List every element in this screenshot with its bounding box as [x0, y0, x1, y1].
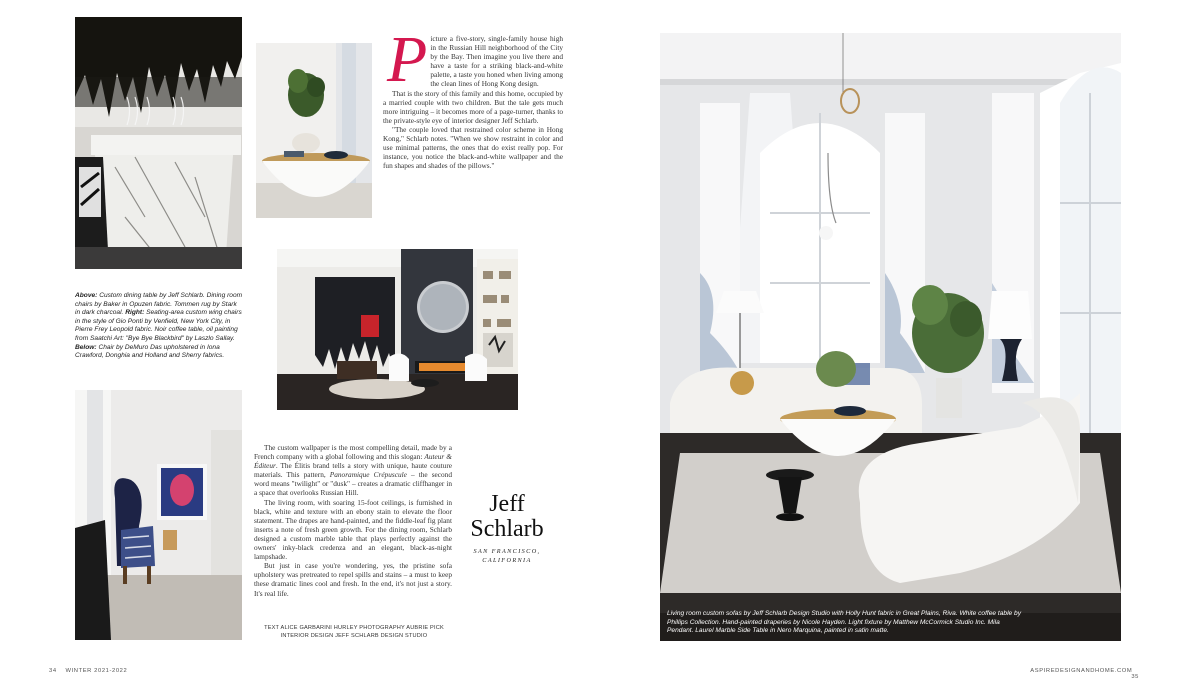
caption-below-label: Below:: [75, 343, 97, 351]
page-number-right: 35: [1131, 674, 1139, 680]
body-p1-pattern: Panoramique Crépuscule: [329, 470, 407, 480]
caption-below-text: Chair by DeMuro Das upholstered in Iona Crawford, Donghia and Holland and Sherry fabrics.: [75, 343, 225, 360]
body-paragraph-2: The living room, with soaring 15-foot ceilings, is furnished in black, white and texture with an ebony stain to elevate the floor statement. The drapes are hand-painted, and the fiddle-leaf fig plant inserts a note of fresh green growth. For the dining room, Schlarb designed a custom marble table that plays perfectly against the owners' inky-black credenza and an elegant, black-as-night lampshade.: [254, 497, 452, 562]
caption-above-text: Custom dining table by Jeff Schlarb. Dining room chairs by Baker in Opuzen fabric. Tommen rug by Stark in dark charcoal.: [75, 292, 243, 317]
intro-paragraph-1: icture a five-story, single-family house high in the Russian Hill neighborhood of the City by the Bay. Then imagine you live there and have a taste for a striking black-and-white palette, a taste you honed when living among the clean lines of Hong Kong design.: [430, 34, 563, 89]
caption-right-label: Right:: [125, 309, 145, 317]
page-number-left: 34: [49, 668, 57, 674]
body-p1-c: – the second word means "twilight" or "dusk" – creates a dramatic cliffhanger in a space that overlooks Russian Hill.: [254, 470, 452, 498]
designer-name: [462, 492, 552, 542]
folio-right: [1029, 668, 1139, 680]
folio-left: [49, 668, 127, 674]
body-column: [254, 443, 452, 598]
designer-state: CALIFORNIA: [482, 557, 532, 564]
body-p1-b: . The Élitis brand tells a story with unique, haute couture materials. This pattern,: [254, 461, 452, 480]
issue-date: WINTER 2021-2022: [65, 668, 128, 674]
living-room-hero-photo: [660, 33, 1121, 641]
designer-location: [462, 547, 552, 565]
living-room-photo: [277, 249, 518, 410]
body-paragraph-3: But just in case you're wondering, yes, the pristine sofa upholstery was pretreated to repel spills and stains – a must to keep these dramatic lines cool and fresh. In the end, it's not just a story. It's real life.: [254, 561, 452, 598]
coffee-table-photo: [256, 43, 372, 218]
intro-column: [383, 23, 563, 171]
website-url: ASPIREDESIGNANDHOME.COM: [1030, 668, 1133, 674]
chair-photo: [75, 390, 242, 640]
body-p1-a: The custom wallpaper is the most compelling detail, made by a French company with a global following and this slogan:: [254, 443, 452, 462]
credits-line-2: INTERIOR DESIGN JEFF SCHLARB DESIGN STUDIO: [280, 633, 428, 639]
intro-paragraph-2: That is the story of this family and this home, occupied by a married couple with two children. But the tale gets much more intriguing – it becomes more of a page-turner, thanks to the private-style eye of interior designer Jeff Schlarb.: [383, 88, 563, 125]
article-credits: [254, 624, 454, 640]
designer-first-name: Jeff: [489, 491, 525, 517]
designer-last-name: Schlarb: [470, 516, 544, 542]
photo-caption-left: [75, 292, 243, 361]
dining-room-photo: [75, 17, 242, 269]
credits-line-1: TEXT ALICE GARBARINI HURLEY PHOTOGRAPHY AUBRIE PICK: [264, 625, 444, 631]
caption-right-text: Seating-area custom wing chairs in the style of Gio Ponti by Venfield, New York City, in Pierre Frey Leopold fabric. Noir coffee table, oil painting from Saatchi Art: "Bye Bye Blackbird" by Laszlo Sallay.: [75, 309, 242, 342]
caption-above-label: Above:: [75, 292, 98, 299]
drop-cap: P: [387, 23, 428, 96]
body-p1-slogan: Auteur & Éditeur: [254, 452, 452, 471]
intro-paragraph-3: "The couple loved that restrained color scheme in Hong Kong," Schlarb notes. "When we show restraint in color and use minimal patterns, the ones that do exist really pop. For instance, you notice the black-and-white wallpaper and the fun shapes and shades of the pillows.": [383, 124, 563, 171]
body-paragraph-1: [254, 443, 452, 498]
designer-city: SAN FRANCISCO,: [473, 548, 541, 555]
photo-caption-right: Living room custom sofas by Jeff Schlarb Design Studio with Holly Hunt fabric in Great Plains, Riva. White coffee table by Phillips Collection. Hand-painted draperies by Nicole Hayden. Light fixture by Matthew McCormick Studio Inc. Mila Pendant. Laurel Marble Side Table in Nero Marquina, painted in satin matte.: [667, 610, 1022, 635]
